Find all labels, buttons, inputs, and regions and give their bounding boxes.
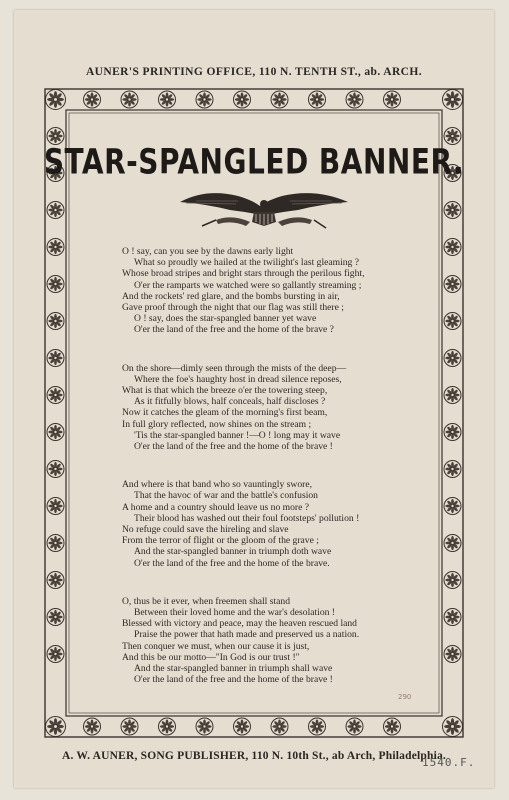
border-rosette-icon <box>384 91 401 108</box>
stanza-line: In full glory reflected, now shines on the stream ; <box>122 418 312 430</box>
broadside-sheet <box>14 10 494 788</box>
border-rosette-icon <box>443 717 463 737</box>
border-rosette-icon <box>47 461 64 478</box>
border-rosette-icon <box>47 572 64 589</box>
stanza-line: Praise the power that hath made and preserved us a nation. <box>134 629 360 641</box>
border-rosette-icon <box>47 424 64 441</box>
stanza-line: No refuge could save the hireling and slave <box>122 524 289 536</box>
stanza-line: A home and a country should leave us no more ? <box>122 501 310 513</box>
stanza-line: O ! say, does the star-spangled banner yet wave <box>134 313 317 325</box>
stanza-line: And this be our motto—"In God is our trust !" <box>122 651 300 663</box>
border-rosette-icon <box>196 718 213 735</box>
border-rosette-icon <box>444 350 461 367</box>
border-rosette-icon <box>444 202 461 219</box>
border-rosette-icon <box>309 718 326 735</box>
stanza-1 <box>122 246 432 336</box>
stanza-line: As it fitfully blows, half conceals, half discloses ? <box>134 396 326 408</box>
border-rosette-icon <box>271 91 288 108</box>
border-rosette-icon <box>47 313 64 330</box>
stanza-line: Their blood has washed out their foul footsteps' pollution ! <box>134 512 360 524</box>
border-rosette-icon <box>196 91 213 108</box>
stanza-line: Then conquer we must, when our cause it is just, <box>122 640 310 652</box>
stanza-line: And the star-spangled banner in triumph doth wave <box>134 546 332 558</box>
stanza-2 <box>122 363 432 453</box>
border-rosette-icon <box>444 239 461 256</box>
border-rosette-icon <box>84 91 101 108</box>
stanza-3 <box>122 479 432 569</box>
stanza-line: O'er the land of the free and the home of the brave ! <box>134 674 333 686</box>
border-rosette-icon <box>47 387 64 404</box>
border-rosette-icon <box>444 498 461 515</box>
border-rosette-icon <box>234 91 251 108</box>
border-rosette-icon <box>46 90 66 110</box>
border-rosette-icon <box>444 609 461 626</box>
stanza-line: Gave proof through the night that our flag was still there ; <box>122 302 344 314</box>
border-rosette-icon <box>346 91 363 108</box>
stanza-line: O'er the land of the free and the home of the brave ! <box>134 441 333 453</box>
stanza-line: That the havoc of war and the battle's confusion <box>134 490 318 502</box>
stanza-line: O'er the ramparts we watched were so gallantly streaming ; <box>134 279 362 291</box>
stanza-4 <box>122 596 432 686</box>
eagle-emblem-icon <box>176 182 352 234</box>
poem-body <box>122 246 432 713</box>
stanza-line: Now it catches the gleam of the morning's first beam, <box>122 407 328 419</box>
margin-note: 290 <box>398 693 412 701</box>
border-rosette-icon <box>121 91 138 108</box>
stanza-line: Where the foe's haughty host in dread silence reposes, <box>134 373 342 385</box>
border-rosette-icon <box>47 646 64 663</box>
border-rosette-icon <box>444 535 461 552</box>
border-rosette-icon <box>47 350 64 367</box>
border-rosette-icon <box>84 718 101 735</box>
border-rosette-icon <box>443 90 463 110</box>
stanza-line: From the terror of flight or the gloom of the grave ; <box>122 535 319 547</box>
stanza-line: What so proudly we hailed at the twilight's last gleaming ? <box>134 257 359 269</box>
border-rosette-icon <box>47 498 64 515</box>
border-rosette-icon <box>159 718 176 735</box>
border-rosette-icon <box>234 718 251 735</box>
call-number: 1540.F. <box>422 756 476 769</box>
stanza-line: O ! say, can you see by the dawns early light <box>122 246 294 257</box>
border-rosette-icon <box>159 91 176 108</box>
border-rosette-icon <box>384 718 401 735</box>
stanza-line: And where is that band who so vauntingly swore, <box>122 479 312 491</box>
border-rosette-icon <box>444 424 461 441</box>
border-rosette-icon <box>47 202 64 219</box>
border-rosette-icon <box>444 313 461 330</box>
stanza-line: And the star-spangled banner in triumph shall wave <box>134 663 333 675</box>
border-rosette-icon <box>346 718 363 735</box>
border-rosette-icon <box>444 387 461 404</box>
stanza-line: What is that which the breeze o'er the towering steep, <box>122 385 328 397</box>
printer-header: AUNER'S PRINTING OFFICE, 110 N. TENTH ST., ab. ARCH. <box>85 66 423 78</box>
border-rosette-icon <box>46 717 66 737</box>
stanza-line: O, thus be it ever, when freemen shall stand <box>122 595 290 607</box>
border-rosette-icon <box>47 276 64 293</box>
border-rosette-icon <box>309 91 326 108</box>
stanza-line: Blessed with victory and peace, may the heaven rescued land <box>122 618 357 630</box>
stanza-line: 'Tis the star-spangled banner !—O ! long may it wave <box>134 429 341 441</box>
stanza-line: And the rockets' red glare, and the bombs bursting in air, <box>122 290 340 302</box>
stanza-line: O'er the land of the free and the home of the brave. <box>134 557 330 569</box>
border-rosette-icon <box>47 239 64 256</box>
border-rosette-icon <box>121 718 138 735</box>
stanza-line: On the shore—dimly seen through the mists of the deep— <box>122 362 347 374</box>
publisher-footer: A. W. AUNER, SONG PUBLISHER, 110 N. 10th St., ab Arch, Philadelphia. <box>61 750 447 762</box>
song-title: STAR-SPANGLED BANNER. <box>43 141 465 183</box>
stanza-line: Between their loved home and the war's desolation ! <box>134 607 336 619</box>
border-rosette-icon <box>47 609 64 626</box>
stanza-line: Whose broad stripes and bright stars through the perilous fight, <box>122 268 365 280</box>
border-rosette-icon <box>444 461 461 478</box>
border-rosette-icon <box>444 276 461 293</box>
border-rosette-icon <box>271 718 288 735</box>
border-rosette-icon <box>444 646 461 663</box>
border-rosette-icon <box>444 572 461 589</box>
border-rosette-icon <box>47 535 64 552</box>
stanza-line: O'er the land of the free and the home of the brave ? <box>134 324 334 336</box>
